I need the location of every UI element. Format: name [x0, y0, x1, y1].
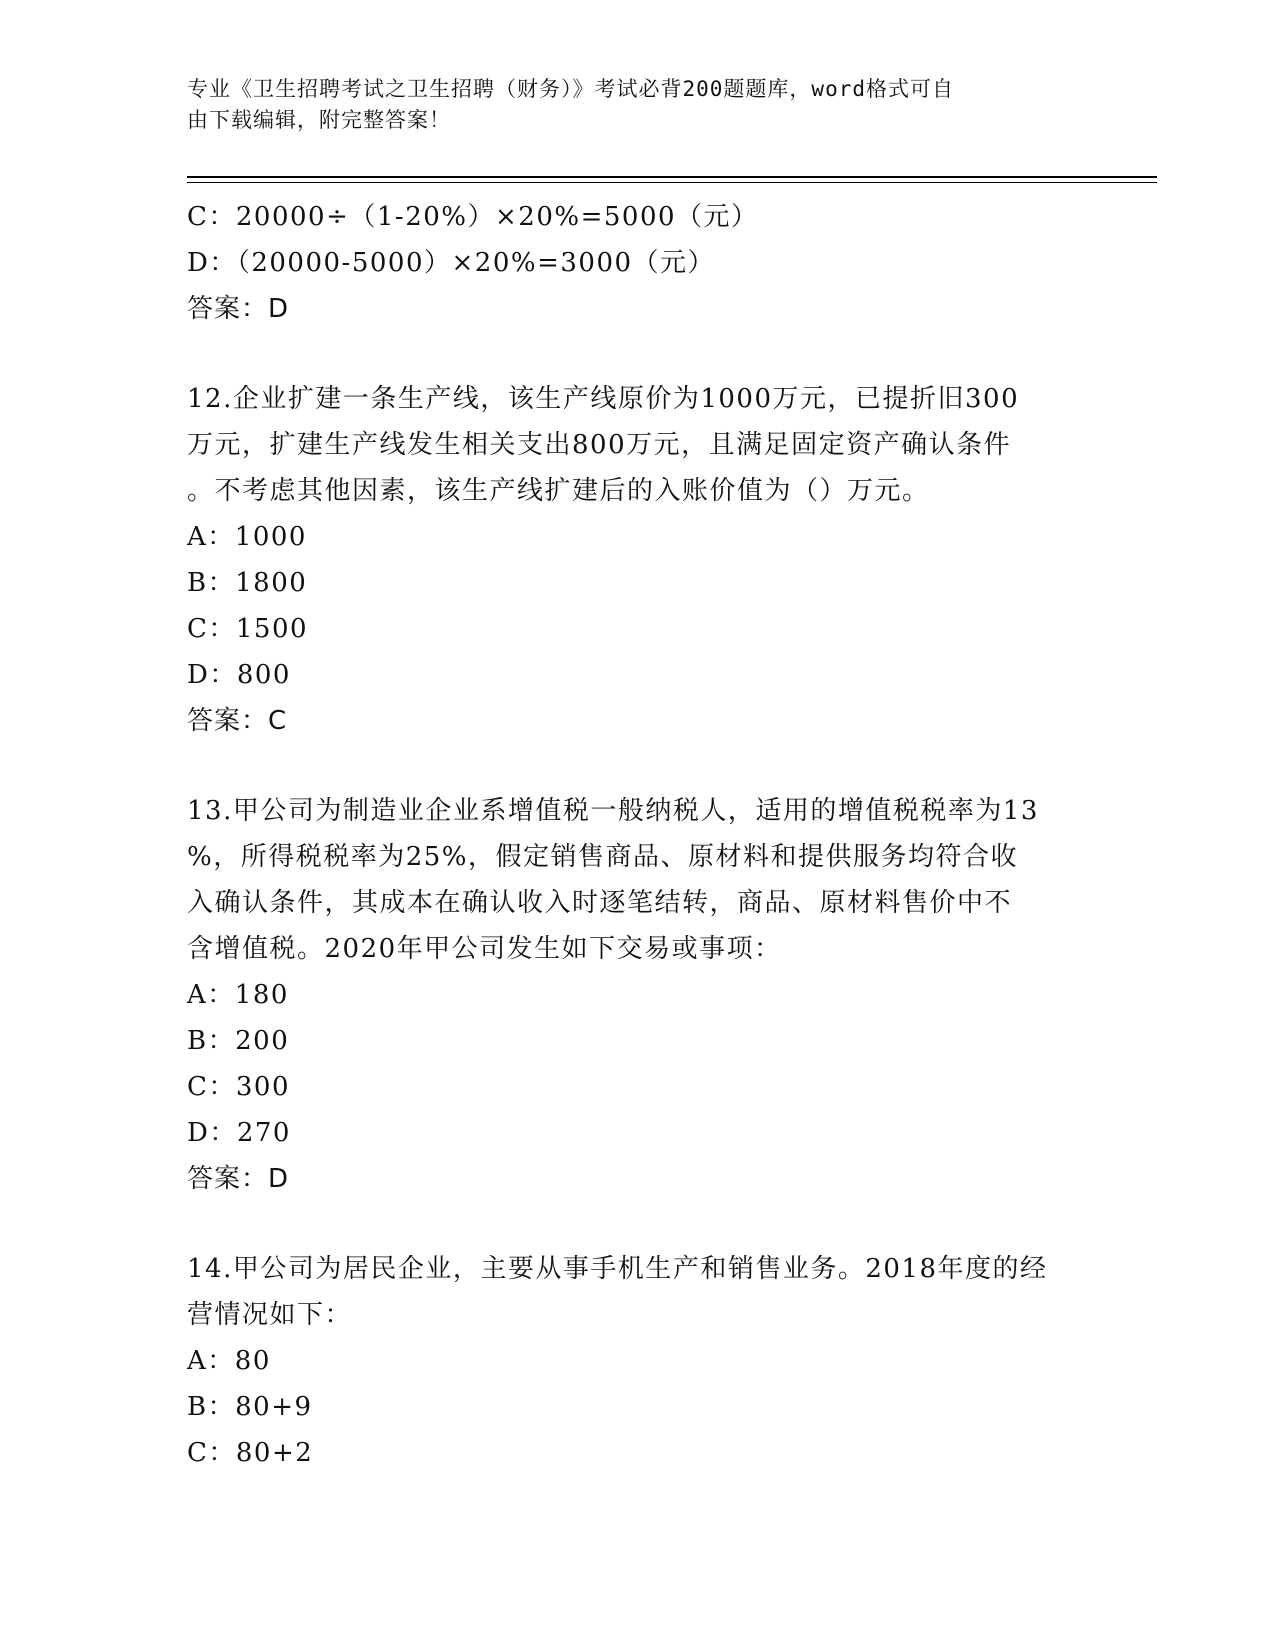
answer: 答案：D	[187, 1164, 290, 1194]
option-a: A：180	[187, 980, 289, 1010]
question-14-block	[187, 1246, 1087, 1476]
answer: 答案：D	[187, 294, 290, 324]
prev-question-block	[187, 194, 1087, 332]
option-b: B：1800	[187, 568, 308, 598]
option-c: C：300	[187, 1072, 291, 1102]
option-c: C：80+2	[187, 1438, 314, 1468]
option-b: B：200	[187, 1026, 290, 1056]
question-13-line-1: 13.甲公司为制造业企业系增值税一般纳税人，适用的增值税税率为13	[187, 796, 1039, 826]
question-14-line-1: 14.甲公司为居民企业，主要从事手机生产和销售业务。2018年度的经	[187, 1254, 1048, 1284]
question-12-line-2: 万元，扩建生产线发生相关支出800万元，且满足固定资产确认条件	[187, 430, 1012, 460]
question-13-line-3: 入确认条件，其成本在确认收入时逐笔结转，商品、原材料售价中不	[187, 888, 1013, 918]
answer: 答案：C	[187, 706, 288, 736]
question-13-block	[187, 788, 1087, 1202]
header-divider-thin	[187, 182, 1157, 183]
option-a: A：1000	[187, 522, 307, 552]
document-header	[187, 74, 1067, 136]
header-divider-thick	[187, 176, 1157, 178]
question-content	[187, 194, 1087, 1476]
question-14-line-2: 营情况如下：	[187, 1300, 353, 1330]
question-12-line-3: 。不考虑其他因素，该生产线扩建后的入账价值为（）万元。	[187, 476, 930, 506]
question-13-line-2: %，所得税税率为25%，假定销售商品、原材料和提供服务均符合收	[187, 842, 1018, 872]
question-13-line-4: 含增值税。2020年甲公司发生如下交易或事项：	[187, 934, 782, 964]
question-12-line-1: 12.企业扩建一条生产线，该生产线原价为1000万元，已提折旧300	[187, 384, 1020, 414]
question-12-block	[187, 376, 1087, 744]
option-d: D：（20000-5000）×20%=3000（元）	[187, 248, 716, 278]
option-c: C：1500	[187, 614, 309, 644]
option-b: B：80+9	[187, 1392, 313, 1422]
option-d: D：800	[187, 660, 291, 690]
header-line-2: 由下载编辑，附完整答案！	[187, 108, 451, 132]
option-c: C：20000÷（1-20%）×20%=5000（元）	[187, 202, 759, 232]
header-line-1: 专业《卫生招聘考试之卫生招聘（财务）》考试必背200题题库，word格式可自	[187, 77, 954, 101]
option-a: A：80	[187, 1346, 271, 1376]
option-d: D：270	[187, 1118, 291, 1148]
